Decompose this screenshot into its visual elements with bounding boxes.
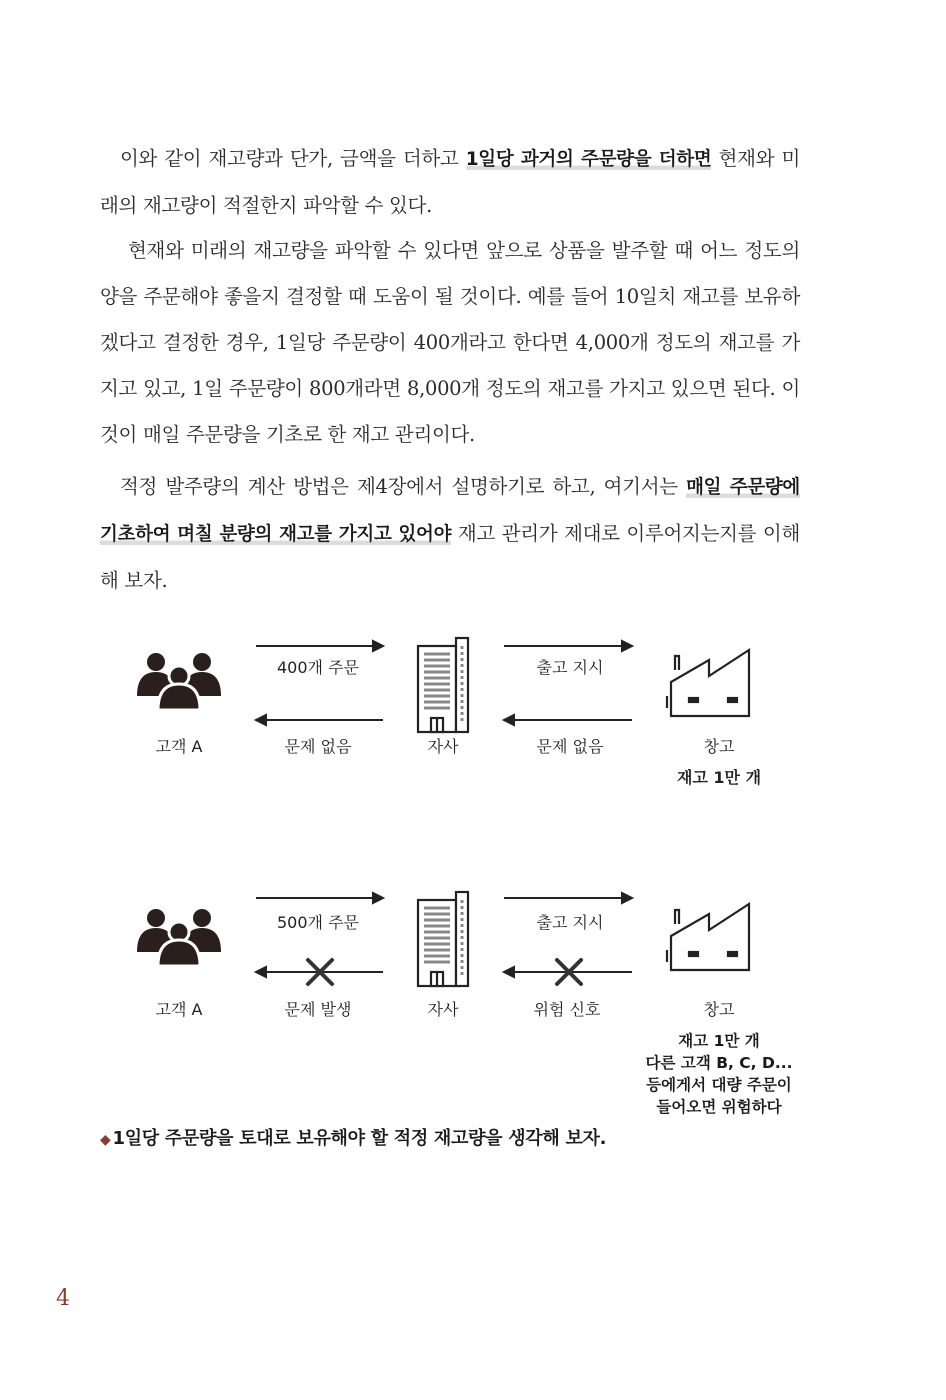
diagram1-arrow-left-icon-2 <box>504 715 632 725</box>
diagram2-company-label: 자사 <box>427 1000 459 1019</box>
diagram1-factory-icon <box>667 650 749 716</box>
diagram1-stock-note: 재고 1만 개 <box>676 768 762 787</box>
paragraph-3-post: 재고 관리가 제대로 이루어지는지를 이해해 보자. <box>100 522 801 592</box>
diagram1-customer-label: 고객 A <box>155 737 203 756</box>
paragraph-1-highlight: 1일당 과거의 주문량을 더하면 <box>465 149 712 170</box>
paragraph-1-post: 현재와 미래의 재고량이 적절한지 파악할 수 있다. <box>100 147 800 217</box>
diagram2-note-line-2: 다른 고객 B, C, D... <box>645 1054 793 1072</box>
diagram1-reply-warehouse-label: 문제 없음 <box>536 737 604 756</box>
diagram1-reply-customer-label: 문제 없음 <box>284 737 352 756</box>
diagram1-people-icon <box>137 653 221 710</box>
paragraph-1-pre: 이와 같이 재고량과 단가, 금액을 더하고 <box>120 147 466 170</box>
diagram2-order-label: 500개 주문 <box>277 913 359 932</box>
diagram2-note-line-1: 재고 1만 개 <box>678 1032 760 1050</box>
diagram1-company-label: 자사 <box>427 737 459 756</box>
diagram2-reply-customer-label: 문제 발생 <box>284 1000 352 1019</box>
diagram1-ship-label: 출고 지시 <box>536 658 604 677</box>
diagram1-warehouse-label: 창고 <box>703 737 735 756</box>
diagram2-note-line-3: 등에게서 대량 주문이 <box>646 1076 792 1094</box>
diagram2-ship-label: 출고 지시 <box>536 913 604 932</box>
diagram2-warehouse-label: 창고 <box>703 1000 735 1019</box>
diagram1-arrow-left-icon <box>256 715 383 725</box>
diagram2-reply-warehouse-label: 위험 신호 <box>533 1000 601 1019</box>
paragraph-3-highlight: 매일 주문량에 기초하여 며칠 분량의 재고를 가지고 있어야 <box>100 477 800 545</box>
diagram1-arrow-right-icon <box>256 641 383 651</box>
diagram2-arrow-right-icon <box>256 893 383 903</box>
diagram2-customer-label: 고객 A <box>155 1000 203 1019</box>
diagram2-note-line-4: 들어오면 위험하다 <box>656 1098 782 1116</box>
caption-text: 1일당 주문량을 토대로 보유해야 할 적정 재고량을 생각해 보자. <box>112 1128 607 1149</box>
page-number: 4 <box>56 1286 70 1311</box>
diagram1-arrow-right-icon-2 <box>504 641 632 651</box>
diagram2-building-icon <box>418 892 468 986</box>
diagram2-warehouse-note <box>646 1030 793 1118</box>
diagram2-factory-icon <box>667 904 749 970</box>
diagram1-order-label: 400개 주문 <box>277 658 359 677</box>
diagram1-building-icon <box>418 638 468 732</box>
paragraph-3-pre: 적정 발주량의 계산 방법은 제4장에서 설명하기로 하고, 여기서는 <box>120 475 687 498</box>
diagram2-people-icon <box>137 909 221 966</box>
paragraph-2: 현재와 미래의 재고량을 파악할 수 있다면 앞으로 상품을 발주할 때 어느 정도의 양을 주문해야 좋을지 결정할 때 도움이 될 것이다. 예를 들어 10일치 재고를 보유하겠다고 결정한 경우, 1일당 주문량이 400개라고 한다면 4,000개 정도의 재고를 가지고 있고, 1일 주문량이 800개라면 8,000개 정도의 재고를 가지고 있으면 된다. 이것이 매일 주문량을 기초로 한 재고 관리이다. <box>100 239 800 446</box>
caption-diamond-icon: ◆ <box>100 1132 111 1148</box>
diagram2-arrow-right-icon-2 <box>504 893 632 903</box>
figure-caption <box>100 1124 606 1150</box>
